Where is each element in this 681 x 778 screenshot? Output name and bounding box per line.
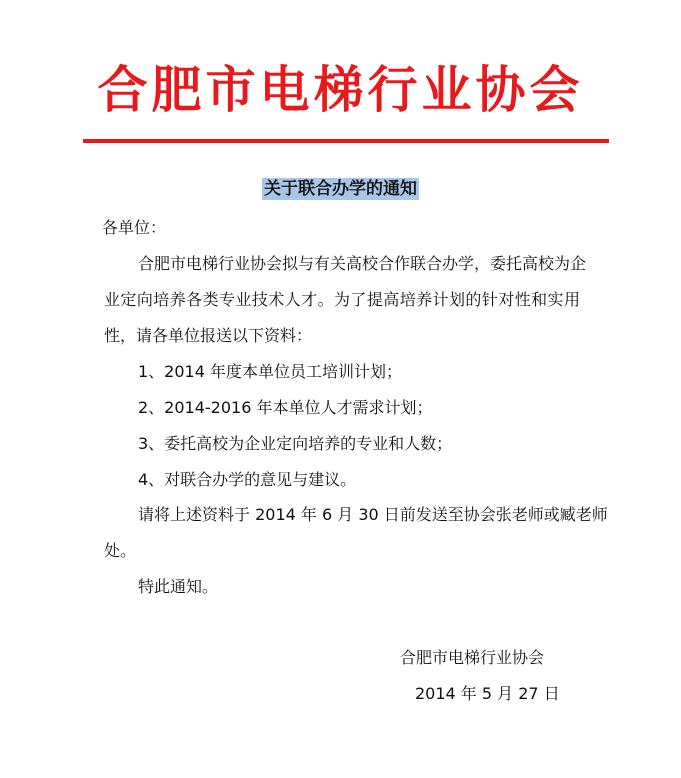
signature-org: 合肥市电梯行业协会 (400, 648, 545, 667)
request-line-1: 请将上述资料于 2014 年 6 月 30 日前发送至协会张老师或臧老师 (138, 505, 608, 524)
intro-line-1: 合肥市电梯行业协会拟与有关高校合作联合办学，委托高校为企 (138, 254, 587, 273)
intro-line-3: 性，请各单位报送以下资料： (104, 326, 313, 345)
letterhead-title: 合肥市电梯行业协会 (97, 60, 584, 119)
list-item-2: 2、2014-2016 年本单位人才需求计划； (138, 398, 433, 417)
notice-title-wrap (0, 178, 681, 200)
salutation: 各单位： (102, 218, 167, 237)
list-item-3: 3、委托高校为企业定向培养的专业和人数； (138, 434, 453, 453)
list-item-1: 1、2014 年度本单位员工培训计划； (138, 362, 402, 381)
request-line-2: 处。 (104, 541, 137, 560)
letterhead-divider (83, 139, 609, 143)
signature-date: 2014 年 5 月 27 日 (415, 684, 560, 703)
intro-line-2: 业定向培养各类专业技术人才。为了提高培养计划的针对性和实用 (104, 290, 580, 309)
notice-title[interactable]: 关于联合办学的通知 (264, 179, 417, 199)
closing-text: 特此通知。 (138, 577, 219, 596)
list-item-4: 4、对联合办学的意见与建议。 (138, 470, 357, 489)
